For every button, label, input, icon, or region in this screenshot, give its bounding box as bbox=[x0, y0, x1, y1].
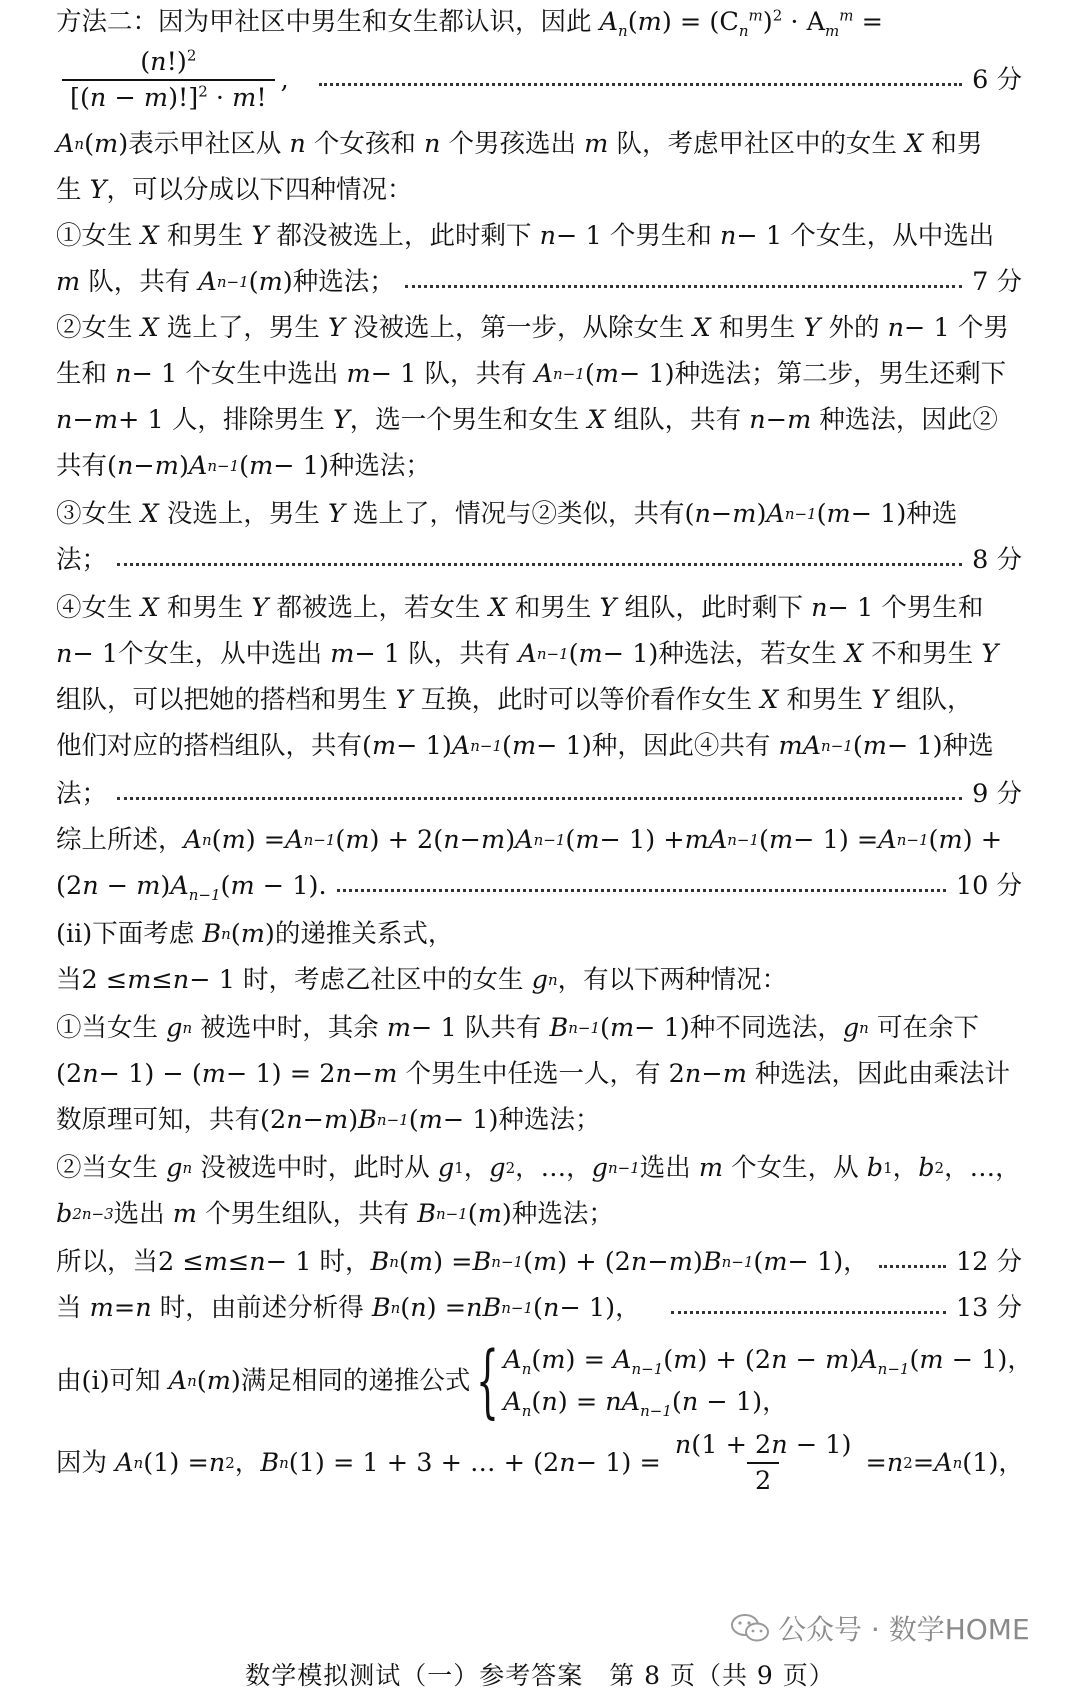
score-label: 10 分 bbox=[955, 871, 1022, 901]
text-line: 他们对应的搭档组队，共有 ( m − 1) A n−1 ( m − 1) 种，因此④共有 mA n−1 ( m − 1) 种选 bbox=[56, 731, 994, 761]
text-line: ④女生 X 和男生 Y 都被选上，若女生 X 和男生 Y 组队，此时剩下 n − 1 个男生和 bbox=[56, 593, 984, 623]
text-line: 综上所述， A n ( m ) = A n−1 ( m ) + 2( n − m ) A n−1 ( m − 1) + mA n−1 ( m − 1) = A n−1 ( m ) + bbox=[56, 825, 1003, 855]
text-line: 法； 8 分 bbox=[56, 538, 1022, 582]
text-line: $(2n - m)A_{n-1}(m - 1)$. 10 分 bbox=[56, 864, 1022, 908]
watermark bbox=[730, 1608, 1030, 1648]
score-label: 8 分 bbox=[972, 545, 1022, 575]
score-label: 13 分 bbox=[955, 1293, 1022, 1323]
text-line: ②女生 X 选上了，男生 Y 没被选上，第一步，从除女生 X 和男生 Y 外的 n − 1 个男 bbox=[56, 313, 1009, 343]
text-line: 生和 n − 1 个女生中选出 m − 1 队，共有 A n−1 ( m − 1) 种选法；第二步，男生还剩下 bbox=[56, 359, 1007, 389]
formula-line: $\frac{(n!)^2}{[(n - m)!]^2 \cdot m!}$ , 6 分 bbox=[56, 48, 1022, 112]
text-line: 所以，当 2 ≤ m ≤ n − 1 时， B n ( m ) = B n−1 ( m ) + (2 n − m ) B n−1 ( m − 1)， 12 分 bbox=[56, 1240, 1022, 1284]
formula-line: 由(ⅰ)可知 A n ( m ) 满足相同的递推公式 { $A_n(m) = A_{n-1}(m) + (2n - m)A_{n-1}(m - 1)$， $A_n(n) = nA_{n-1}(n - 1)$， bbox=[56, 1334, 1033, 1427]
text-line: 生 Y ，可以分成以下四种情况： bbox=[56, 175, 413, 205]
text-line: ①当女生 g n 被选中时，其余 m − 1 队共有 B n−1 ( m − 1) 种不同选法， g n 可在余下 bbox=[56, 1013, 979, 1043]
text-line: 法； 9 分 bbox=[56, 772, 1022, 816]
text-line: m 队，共有 A n−1 ( m ) 种选法； 7 分 bbox=[56, 260, 1022, 304]
equation-system: $A_n(m) = A_{n-1}(m) + (2n - m)A_{n-1}(m - 1)$， $A_n(n) = nA_{n-1}(n - 1)$， bbox=[503, 1345, 1033, 1421]
score-label: 7 分 bbox=[972, 267, 1022, 297]
text-line: ①女生 X 和男生 Y 都没被选上，此时剩下 n − 1 个男生和 n − 1 个女生，从中选出 bbox=[56, 221, 995, 251]
page-footer: 数学模拟测试（一）参考答案 第 8 页（共 9 页） bbox=[245, 1661, 835, 1690]
text-line: ②当女生 g n 没被选中时，此时从 g 1 ， g 2 ，…， g n−1 选出 m 个女生，从 b 1 ， b 2 ，…， bbox=[56, 1153, 1021, 1183]
text-line: 共有 ( n − m ) A n−1 ( m − 1) 种选法； bbox=[56, 451, 431, 481]
score-label: 6 分 bbox=[972, 65, 1022, 95]
text-line: 当 2 ≤ m ≤ n − 1 时，考虑乙社区中的女生 g n ，有以下两种情况： bbox=[56, 965, 788, 995]
text-line: A n ( m ) 表示甲社区从 n 个女孩和 n 个男孩选出 m 队，考虑甲社区中的女生 X 和男 bbox=[56, 129, 983, 159]
score-label: 9 分 bbox=[972, 779, 1022, 809]
text-line: n − 1 个女生，从中选出 m − 1 队，共有 A n−1 ( m − 1) 种选法，若女生 X 不和男生 Y bbox=[56, 639, 999, 669]
text-line: (ⅱ)下面考虑 B n ( m ) 的递推关系式， bbox=[56, 919, 454, 949]
fraction: $\frac{(n!)^2}{[(n - m)!]^2 \cdot m!}$ bbox=[62, 47, 275, 113]
text-line: 数原理可知，共有 (2 n − m ) B n−1 ( m − 1) 种选法； bbox=[56, 1105, 601, 1135]
watermark-text: 公众号 · 数学HOME bbox=[778, 1613, 1030, 1646]
formula-line: 因为 A n (1) = n 2 ， B n (1) = 1 + 3 + … + (2 n − 1) = $\frac{n(1 + 2n - 1)}{2}$ = n 2 = A n (1)， bbox=[56, 1430, 1024, 1496]
fraction: $\frac{n(1 + 2n - 1)}{2}$ bbox=[674, 1430, 852, 1496]
wechat-icon bbox=[730, 1612, 770, 1644]
text-line: 当 m = n 时，由前述分析得 B n ( n ) = nB n−1 ( n − 1)， 13 分 bbox=[56, 1286, 1022, 1330]
text-line: ③女生 X 没选上，男生 Y 选上了，情况与②类似，共有 ( n − m ) A n−1 ( m − 1) 种选 bbox=[56, 499, 958, 529]
text-line: (2 n − 1) − ( m − 1) = 2 n − m 个男生中任选一人，有 2 n − m 种选法，因此由乘法计 bbox=[56, 1059, 1011, 1089]
score-label: 12 分 bbox=[955, 1247, 1022, 1277]
text: 方法二：因为甲社区中男生和女生都认识，因此 bbox=[56, 7, 592, 37]
text-line: 组队，可以把她的搭档和男生 Y 互换，此时可以等价看作女生 X 和男生 Y 组队， bbox=[56, 685, 973, 715]
text-line: n − m + 1 人，排除男生 Y ，选一个男生和女生 X 组队，共有 n − m 种选法，因此② bbox=[56, 405, 998, 435]
text-line: 方法二：因为甲社区中男生和女生都认识，因此 $A_n(m) = (C_n^m)^2 \cdot A_m^m$ = bbox=[56, 0, 1022, 44]
brace: { bbox=[476, 1334, 500, 1427]
text-line: b 2n−3 选出 m 个男生组队，共有 B n−1 ( m ) 种选法； bbox=[56, 1199, 614, 1229]
